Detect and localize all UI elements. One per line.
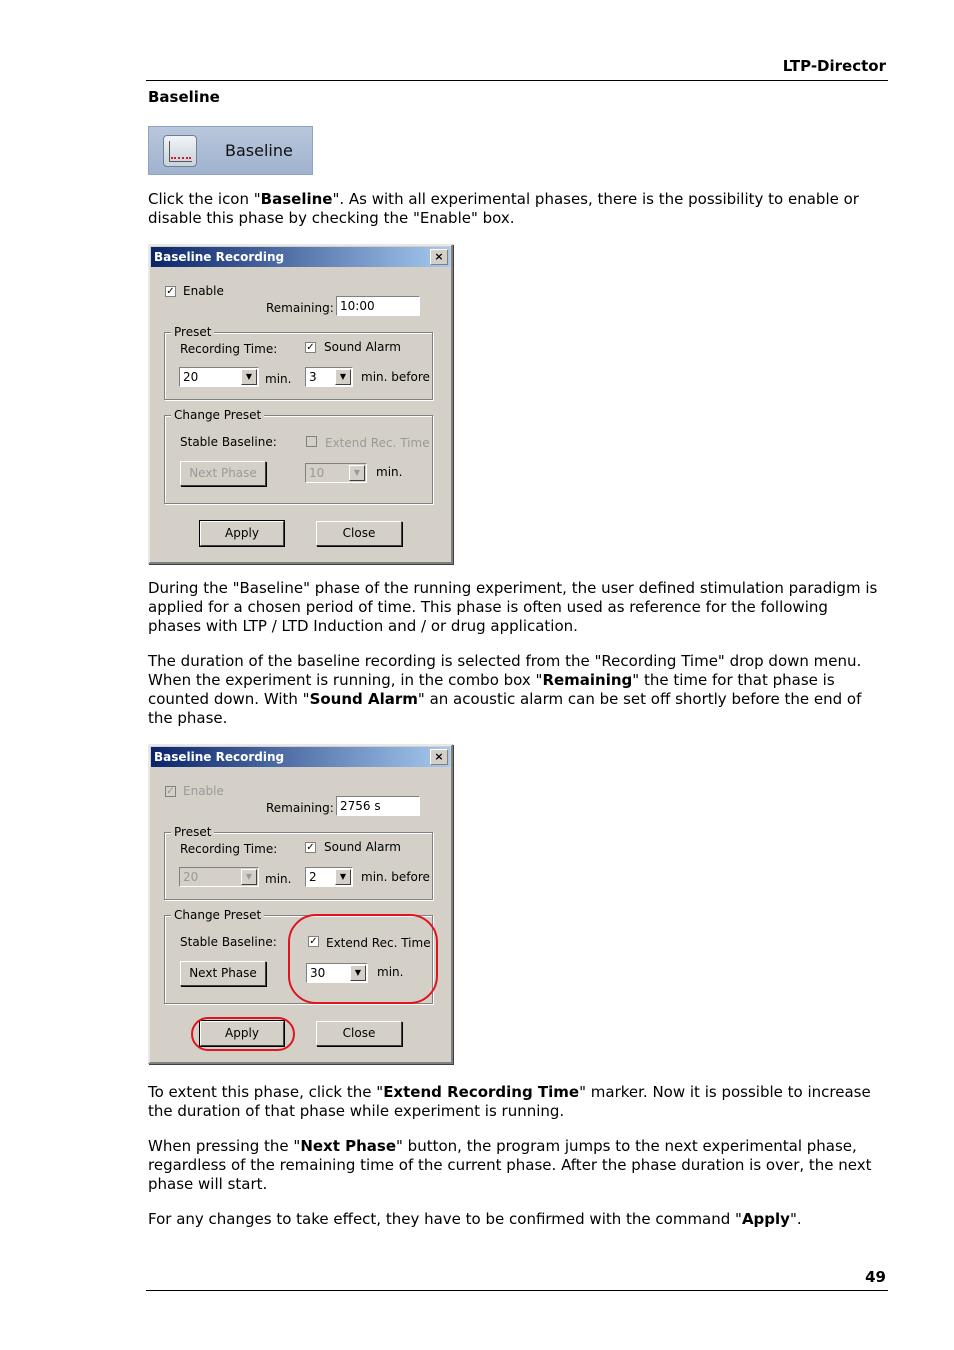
enable-checkbox[interactable]: ✓ — [166, 786, 175, 797]
alarm-minutes-combo[interactable]: 3 ▼ — [305, 367, 353, 387]
close-icon[interactable]: × — [430, 749, 448, 765]
preset-group-label: Preset — [171, 825, 214, 839]
change-preset-group — [164, 408, 433, 504]
change-preset-group-label: Change Preset — [171, 908, 264, 922]
remaining-label: Remaining: — [266, 301, 334, 315]
paragraph-extend: To extent this phase, click the "Extend Recording Time" marker. Now it is possible to increase the duration of that phase while experiment is running. — [148, 1083, 871, 1120]
sound-alarm-label: Sound Alarm — [324, 840, 401, 854]
extend-minutes-combo[interactable]: 30 ▼ — [306, 963, 368, 983]
baseline-chart-icon — [163, 135, 197, 167]
recording-time-label: Recording Time: — [180, 342, 278, 356]
remaining-field: 10:00 — [336, 296, 420, 316]
baseline-recording-dialog-running — [148, 744, 453, 1064]
close-icon[interactable]: × — [430, 249, 448, 265]
highlight-ring-apply — [191, 1017, 295, 1051]
paragraph-next-phase: When pressing the "Next Phase" button, the program jumps to the next experimental phase, regardless of the remaining time of the current phase. After the phase duration is over, the next phase will start. — [148, 1137, 872, 1193]
recording-time-label: Recording Time: — [180, 842, 278, 856]
min-label: min. — [265, 372, 292, 386]
page-number: 49 — [865, 1268, 886, 1286]
baseline-phase-button-image — [148, 126, 313, 175]
section-title: Baseline — [148, 88, 220, 106]
chevron-down-icon[interactable]: ▼ — [241, 869, 257, 885]
alarm-minutes-combo[interactable]: 2 ▼ — [305, 867, 353, 887]
extend-rec-time-checkbox[interactable]: ✓ — [309, 936, 318, 947]
close-button[interactable]: Close — [316, 521, 402, 546]
enable-label: Enable — [183, 284, 224, 298]
highlight-ring-extend — [288, 914, 438, 1004]
footer-rule — [146, 1290, 888, 1291]
sound-alarm-label: Sound Alarm — [324, 340, 401, 354]
baseline-recording-dialog-idle — [148, 244, 453, 564]
apply-button[interactable]: Apply — [200, 1021, 284, 1046]
extend-rec-time-label: Extend Rec. Time — [325, 436, 430, 450]
change-preset-group-label: Change Preset — [171, 408, 264, 422]
header-rule — [146, 80, 888, 81]
min-label: min. — [265, 872, 292, 886]
remaining-label: Remaining: — [266, 801, 334, 815]
close-button[interactable]: Close — [316, 1021, 402, 1046]
dialog-titlebar — [151, 747, 450, 767]
sound-alarm-checkbox[interactable]: ✓ — [306, 342, 315, 353]
recording-time-combo[interactable]: 20 ▼ — [179, 867, 259, 887]
chevron-down-icon[interactable]: ▼ — [349, 465, 365, 481]
extend-rec-time-label: Extend Rec. Time — [326, 936, 431, 950]
extend-minutes-combo[interactable]: 10 ▼ — [305, 463, 367, 483]
chevron-down-icon[interactable]: ▼ — [241, 369, 257, 385]
stable-baseline-label: Stable Baseline: — [180, 935, 277, 949]
next-phase-button[interactable]: Next Phase — [180, 961, 266, 986]
dialog-title: Baseline Recording — [154, 250, 285, 264]
paragraph-recording-time: The duration of the baseline recording is selected from the "Recording Time" drop down menu. When the experiment is running, in the combo box "Remaining" the time for that phase is counted down. With "Sound Alarm" an acoustic alarm can be set off shortly before the end of the phase. — [148, 652, 862, 727]
dialog-titlebar — [151, 247, 450, 267]
min-before-label: min. before — [361, 870, 430, 884]
enable-checkbox[interactable]: ✓ — [166, 286, 175, 297]
extend-min-label: min. — [377, 965, 404, 979]
remaining-field: 2756 s — [336, 796, 420, 816]
extend-min-label: min. — [376, 465, 403, 479]
dialog-title: Baseline Recording — [154, 750, 285, 764]
sound-alarm-checkbox[interactable]: ✓ — [306, 842, 315, 853]
running-header: LTP-Director — [782, 57, 886, 75]
apply-button[interactable]: Apply — [200, 521, 284, 546]
paragraph-baseline-phase: During the "Baseline" phase of the running experiment, the user defined stimulation paradigm is applied for a chosen period of time. This phase is often used as reference for the following phases with LTP / LTD Induction and / or drug application. — [148, 579, 878, 635]
chevron-down-icon[interactable]: ▼ — [335, 369, 351, 385]
paragraph-apply: For any changes to take effect, they have to be confirmed with the command "Apply". — [148, 1210, 802, 1228]
stable-baseline-label: Stable Baseline: — [180, 435, 277, 449]
recording-time-combo[interactable]: 20 ▼ — [179, 367, 259, 387]
baseline-button-label: Baseline — [225, 141, 293, 160]
extend-rec-time-checkbox[interactable] — [306, 436, 317, 447]
paragraph-intro: Click the icon "Baseline". As with all experimental phases, there is the possibility to enable or disable this phase by checking the "Enable" box. — [148, 190, 859, 227]
preset-group-label: Preset — [171, 325, 214, 339]
min-before-label: min. before — [361, 370, 430, 384]
chevron-down-icon[interactable]: ▼ — [350, 965, 366, 981]
next-phase-button[interactable]: Next Phase — [180, 461, 266, 486]
enable-label: Enable — [183, 784, 224, 798]
chevron-down-icon[interactable]: ▼ — [335, 869, 351, 885]
